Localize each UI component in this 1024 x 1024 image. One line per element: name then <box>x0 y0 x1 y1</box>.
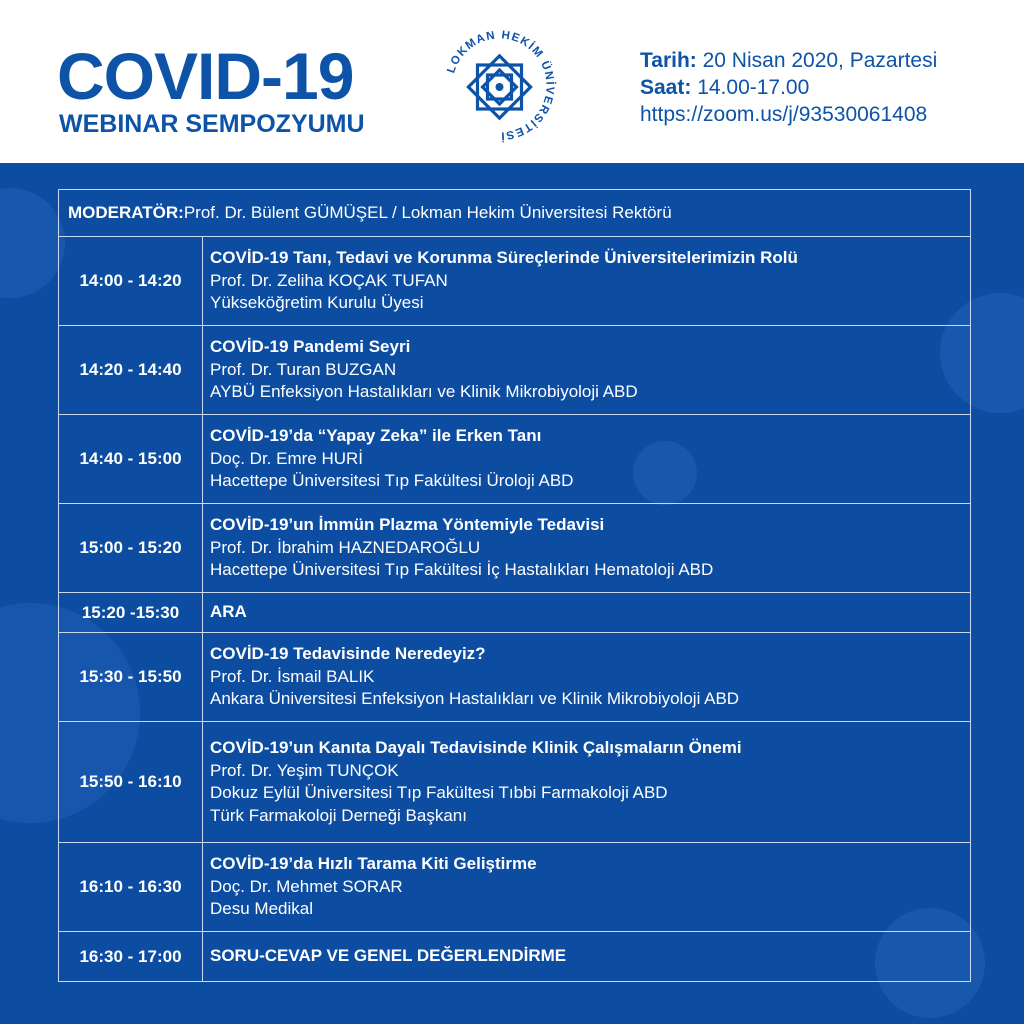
session-row <box>59 237 971 326</box>
session-title: COVİD-19’da “Yapay Zeka” ile Erken Tanı <box>210 426 542 446</box>
moderator-value: Prof. Dr. Bülent GÜMÜŞEL / Lokman Hekim Üniversitesi Rektörü <box>183 203 672 222</box>
date-value: 20 Nisan 2020, Pazartesi <box>696 49 938 72</box>
lokman-hekim-logo-icon <box>437 23 562 148</box>
date-label: Tarih: <box>640 49 697 72</box>
session-time: 16:30 - 17:00 <box>59 932 203 981</box>
date-line <box>640 47 937 74</box>
moderator-row <box>59 190 971 237</box>
time-label: Saat: <box>640 76 692 99</box>
event-subtitle: WEBINAR SEMPOZYUMU <box>59 110 365 138</box>
zoom-link[interactable]: https://zoom.us/j/93530061408 <box>640 103 928 126</box>
session-speaker: Prof. Dr. Turan BUZGAN <box>210 359 397 379</box>
session-speaker: Prof. Dr. Zeliha KOÇAK TUFAN <box>210 270 448 290</box>
event-title: COVID-19 <box>57 39 354 113</box>
session-affiliation: Ankara Üniversitesi Enfeksiyon Hastalıkları ve Klinik Mikrobiyoloji ABD <box>210 689 740 709</box>
session-speaker: Doç. Dr. Emre HURİ <box>210 448 364 468</box>
session-affiliation: Türk Farmakoloji Derneği Başkanı <box>210 805 467 825</box>
session-row <box>59 722 971 843</box>
session-time: 15:20 -15:30 <box>59 593 203 632</box>
session-title: SORU-CEVAP VE GENEL DEĞERLENDİRME <box>210 946 567 966</box>
session-affiliation: Desu Medikal <box>210 899 313 919</box>
session-row <box>59 504 971 593</box>
session-affiliation: Dokuz Eylül Üniversitesi Tıp Fakültesi Tıbbi Farmakoloji ABD <box>210 783 668 802</box>
session-speaker: Doç. Dr. Mehmet SORAR <box>210 876 403 896</box>
moderator-label: MODERATÖR: <box>68 203 184 222</box>
session-time: 14:20 - 14:40 <box>59 326 203 414</box>
session-speaker: Prof. Dr. Yeşim TUNÇOK <box>210 760 399 780</box>
session-affiliation: Yükseköğretim Kurulu Üyesi <box>210 293 424 313</box>
logo-ring-text: LOKMAN HEKİM ÜNİVERSİTESİ <box>445 29 556 142</box>
time-value: 14.00-17.00 <box>691 76 810 99</box>
session-row <box>59 415 971 504</box>
session-title: COVİD-19’da Hızlı Tarama Kiti Geliştirme <box>210 854 537 874</box>
time-line <box>640 74 937 101</box>
break-row <box>59 593 971 633</box>
event-info <box>640 47 937 128</box>
program-table <box>58 189 971 982</box>
session-row <box>59 633 971 722</box>
session-time: 15:30 - 15:50 <box>59 633 203 721</box>
session-affiliation: AYBÜ Enfeksiyon Hastalıkları ve Klinik Mikrobiyoloji ABD <box>210 382 638 402</box>
session-affiliation: Hacettepe Üniversitesi Tıp Fakültesi Üroloji ABD <box>210 471 574 491</box>
session-title: COVİD-19 Tanı, Tedavi ve Korunma Süreçlerinde Üniversitelerimizin Rolü <box>210 248 798 268</box>
program-panel <box>0 163 1024 1024</box>
session-time: 15:50 - 16:10 <box>59 722 203 842</box>
header <box>0 0 1024 163</box>
session-affiliation: Hacettepe Üniversitesi Tıp Fakültesi İç Hastalıkları Hematoloji ABD <box>210 560 714 580</box>
session-time: 15:00 - 15:20 <box>59 504 203 592</box>
session-speaker: Prof. Dr. İbrahim HAZNEDAROĞLU <box>210 537 481 557</box>
session-title: COVİD-19 Tedavisinde Neredeyiz? <box>210 644 486 664</box>
session-time: 14:40 - 15:00 <box>59 415 203 503</box>
session-title: COVİD-19 Pandemi Seyri <box>210 337 411 357</box>
session-title: COVİD-19’un Kanıta Dayalı Tedavisinde Klinik Çalışmaların Önemi <box>210 738 742 757</box>
session-speaker: Prof. Dr. İsmail BALIK <box>210 666 375 686</box>
session-title: ARA <box>210 602 247 622</box>
closing-row <box>59 932 971 982</box>
session-row <box>59 843 971 932</box>
session-title: COVİD-19’un İmmün Plazma Yöntemiyle Tedavisi <box>210 515 605 535</box>
session-row <box>59 326 971 415</box>
session-time: 14:00 - 14:20 <box>59 237 203 325</box>
session-time: 16:10 - 16:30 <box>59 843 203 931</box>
